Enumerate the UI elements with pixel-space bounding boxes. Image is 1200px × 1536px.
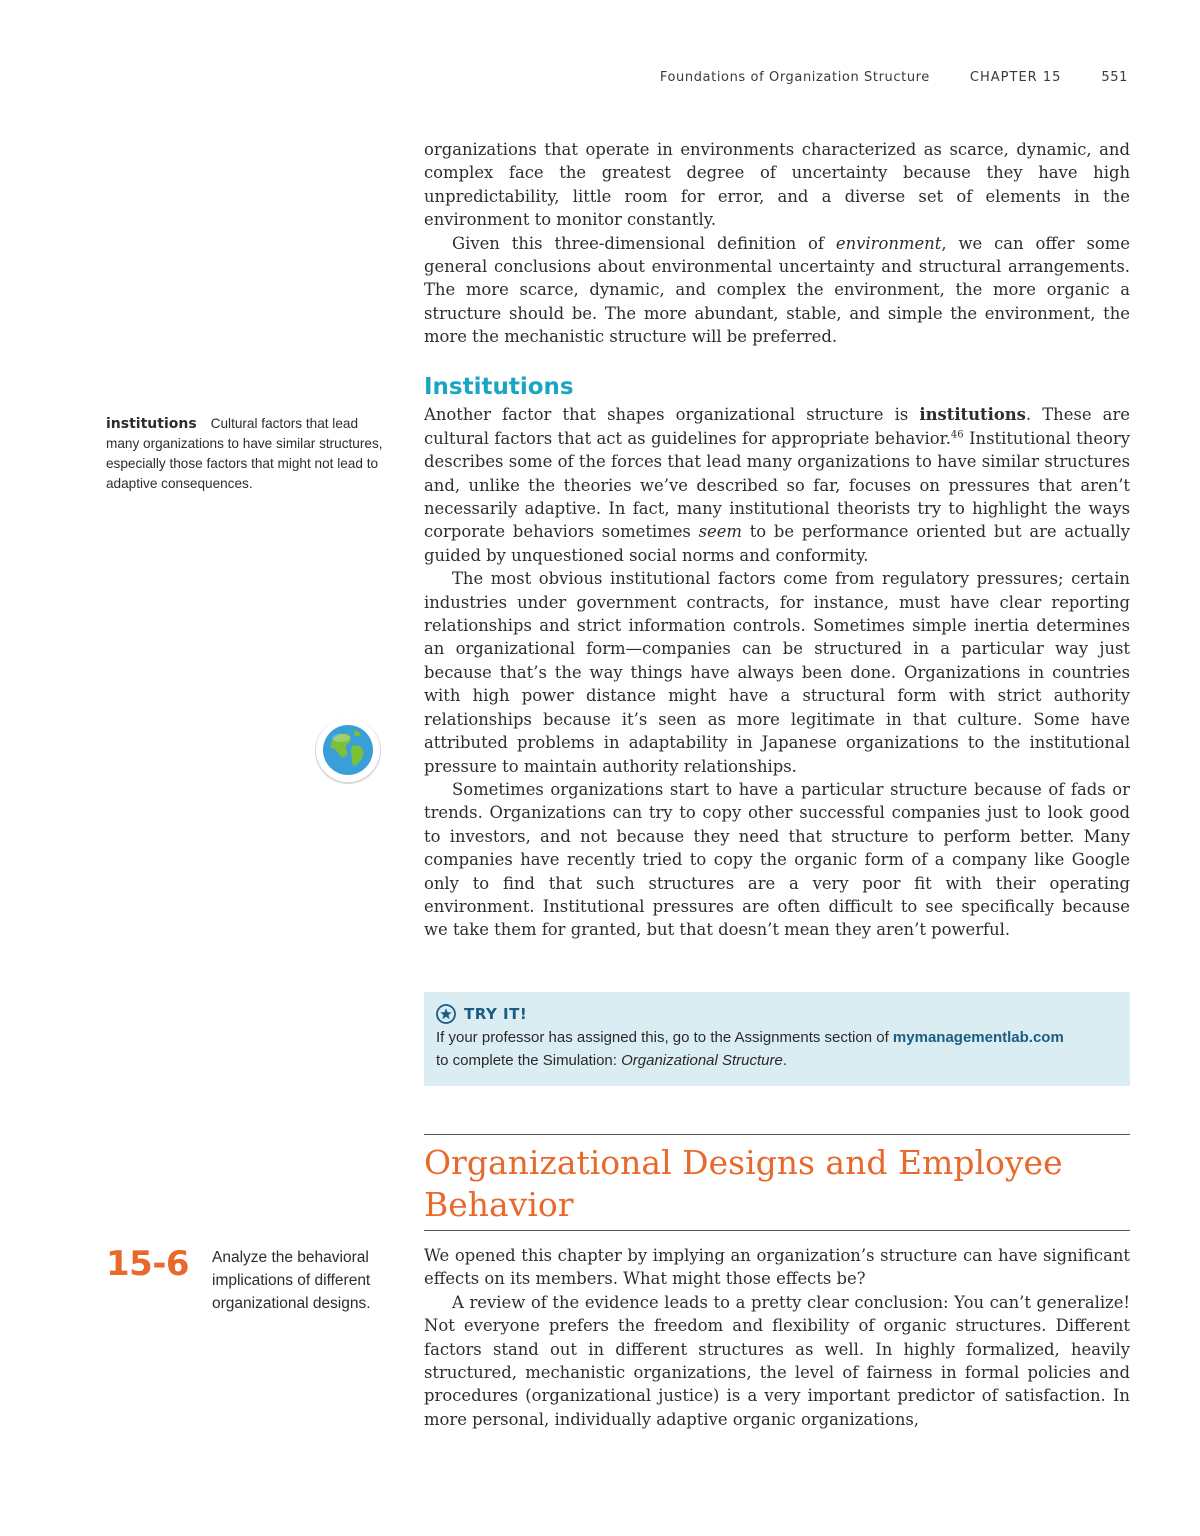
section-rule-bottom <box>424 1230 1130 1231</box>
footnote-ref[interactable]: 46 <box>950 429 964 441</box>
intro-text <box>424 138 1130 349</box>
try-it-line-1 <box>436 1026 1118 1049</box>
page-number: 551 <box>1101 70 1128 85</box>
intro-paragraph-1: organizations that operate in environments characterized as scarce, dynamic, and complex face the greatest degree of uncertainty because they have high unpredictability, little room for error, and a diverse set of elements in the environment to monitor constantly. <box>424 140 1130 230</box>
inst-p1-a: Another factor that shapes organizational structure is <box>424 405 920 425</box>
try-it-title: TRY IT! <box>464 1004 528 1023</box>
learning-objective-text: Analyze the behavioral implications of different organizational designs. <box>212 1249 371 1312</box>
inst-p1-d: to be performance oriented but are actually guided by unquestioned social norms and conformity. <box>424 522 1130 565</box>
try-it-text-a: If your professor has assigned this, go to the Assignments section of <box>436 1029 893 1046</box>
intro-p2-part-b: , we can offer some general conclusions about environmental uncertainty and structural arrangements. The more scarce, dynamic, and complex the environment, the more organic a structure should be. The more abundant, stable, and simple the environment, the more the mechanistic structure will be preferred. <box>424 233 1131 347</box>
intro-paragraph-2 <box>424 232 1130 349</box>
designs-text <box>424 1244 1130 1431</box>
mymanagementlab-link[interactable]: mymanagementlab.com <box>892 1029 1064 1046</box>
designs-paragraph-1: We opened this chapter by implying an organization’s structure can have significant effects on its members. What might those effects be? <box>424 1246 1130 1289</box>
running-title: Foundations of Organization Structure <box>659 70 930 85</box>
star-icon <box>436 1004 456 1024</box>
globe-icon <box>314 716 382 784</box>
intro-p2-emphasis: environment <box>835 233 942 253</box>
institutions-paragraph-3: Sometimes organizations start to have a particular structure because of fads or trends. Organizations can try to copy other successful companies just to look good to investors, and not because they need that structure to perform better. Many companies have recently tried to copy the organic form of a company like Google only to find that such structures are a very poor fit with their operating environment. Institutional pressures are often difficult to see specifically because we take them for granted, but that doesn’t mean they aren’t powerful. <box>424 779 1130 940</box>
designs-paragraph-2: A review of the evidence leads to a pretty clear conclusion: You can’t generalize! Not everyone prefers the freedom and flexibility of organic structures. Different factors stand out in different structures as well. In highly formalized, heavily structured, mechanistic organizations, the level of fairness in formal policies and procedures (organizational justice) is a very important predictor of satisfaction. In more personal, individually adaptive organic organizations, <box>424 1292 1130 1429</box>
chapter-label: CHAPTER 15 <box>969 70 1062 85</box>
institutions-paragraph-2: The most obvious institutional factors come from regulatory pressures; certain industries under government contracts, for instance, must have clear reporting relationships and strict information controls. Sometimes simple inertia determines an organizational form—companies can be structured in a particular way just because that’s the way things have always been done. Organizations in countries with high power distance might have a structural form with strict authority relationships because it’s seen as more legitimate in that culture. Some have attributed problems in adaptability in Japanese organizations to the institutional pressure to maintain authority relationships. <box>424 569 1130 776</box>
inst-p1-c: Institutional theory describes some of the forces that lead many organizations to have similar structures and, unlike the theories we’ve described so far, focuses on pressures that aren’t necessarily adaptive. In fact, many institutional theorists try to highlight the ways corporate behaviors sometimes <box>424 428 1130 542</box>
simulation-name: Organizational Structure <box>621 1052 783 1069</box>
learning-objective-number: 15-6 <box>106 1244 190 1284</box>
try-it-header <box>436 1002 1118 1026</box>
inst-p1-term: institutions <box>919 405 1026 425</box>
try-it-line-2 <box>436 1049 1118 1072</box>
try-it-text-b: to complete the Simulation: <box>436 1052 622 1069</box>
try-it-text-c: . <box>782 1052 788 1069</box>
try-it-box <box>424 992 1130 1086</box>
glossary-term: institutions <box>106 416 197 432</box>
intro-p2-part-a: Given this three-dimensional definition of <box>452 233 836 253</box>
section-rule-top <box>424 1134 1130 1135</box>
glossary-definition: Cultural factors that lead many organizations to have similar structures, especially those factors that might not lead to adaptive consequences. <box>106 416 383 491</box>
inst-p1-b: . These are cultural factors that act as guidelines for appropriate behavior. <box>424 405 1130 448</box>
inst-p1-emphasis: seem <box>698 522 742 542</box>
margin-glossary <box>106 414 390 494</box>
institutions-heading: Institutions <box>424 374 574 400</box>
institutions-paragraph-1 <box>424 403 1130 567</box>
section-heading: Organizational Designs and Employee Behavior <box>424 1143 1063 1224</box>
institutions-section <box>424 376 1130 942</box>
running-header <box>660 70 1128 85</box>
